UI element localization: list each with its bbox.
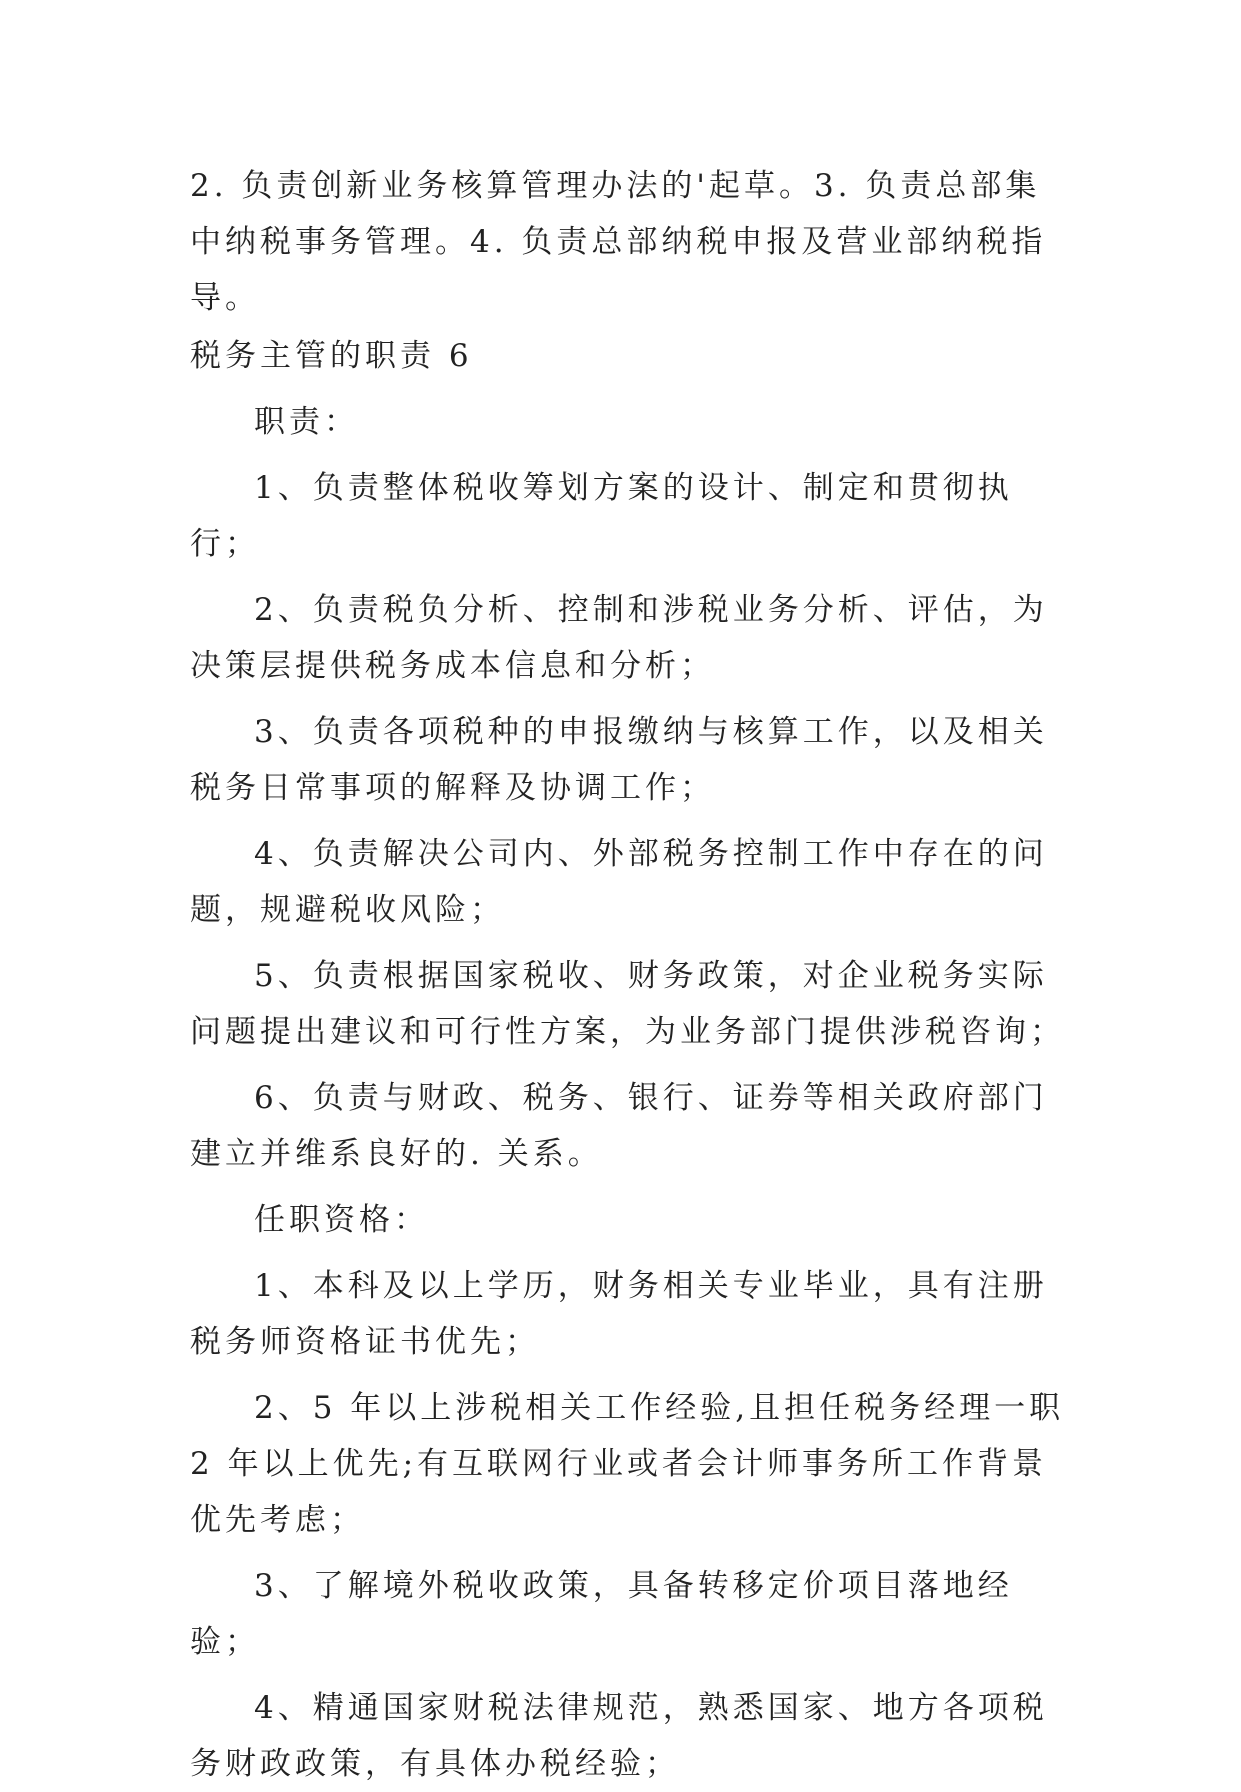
- duties-label: 职责：: [254, 404, 359, 440]
- duty-item: 5、负责根据国家税收、财务政策，对企业税务实际问题提出建议和可行性方案，为业务部门提供涉税咨询；: [190, 958, 1065, 1050]
- document-body: [190, 158, 1070, 1792]
- duty-item: 3、负责各项税种的申报缴纳与核算工作，以及相关税务日常事项的解释及协调工作；: [190, 714, 1048, 806]
- qualification-item: 1、本科及以上学历，财务相关专业毕业，具有注册税务师资格证书优先；: [190, 1268, 1048, 1360]
- duty-item: 2、负责税负分析、控制和涉税业务分析、评估，为决策层提供税务成本信息和分析；: [190, 592, 1048, 684]
- duty-item: 6、负责与财政、税务、银行、证券等相关政府部门建立并维系良好的. 关系。: [190, 1080, 1048, 1172]
- qualifications-label: 任职资格：: [254, 1202, 429, 1238]
- qualification-item: 3、了解境外税收政策，具备转移定价项目落地经验；: [190, 1568, 1013, 1660]
- section-heading: 税务主管的职责 6: [190, 338, 473, 374]
- qualification-item: 2、5 年以上涉税相关工作经验,且担任税务经理一职 2 年以上优先;有互联网行业或者会计师事务所工作背景优先考虑；: [190, 1390, 1065, 1538]
- qualification-item: 4、精通国家财税法律规范，熟悉国家、地方各项税务财政政策，有具体办税经验；: [190, 1690, 1048, 1782]
- duty-item: 4、负责解决公司内、外部税务控制工作中存在的问题，规避税收风险；: [190, 836, 1048, 928]
- duty-item: 1、负责整体税收筹划方案的设计、制定和贯彻执行；: [190, 470, 1013, 562]
- intro-paragraph: 2. 负责创新业务核算管理办法的'起草。3. 负责总部集中纳税事务管理。4. 负责总部纳税申报及营业部纳税指导。: [190, 168, 1047, 316]
